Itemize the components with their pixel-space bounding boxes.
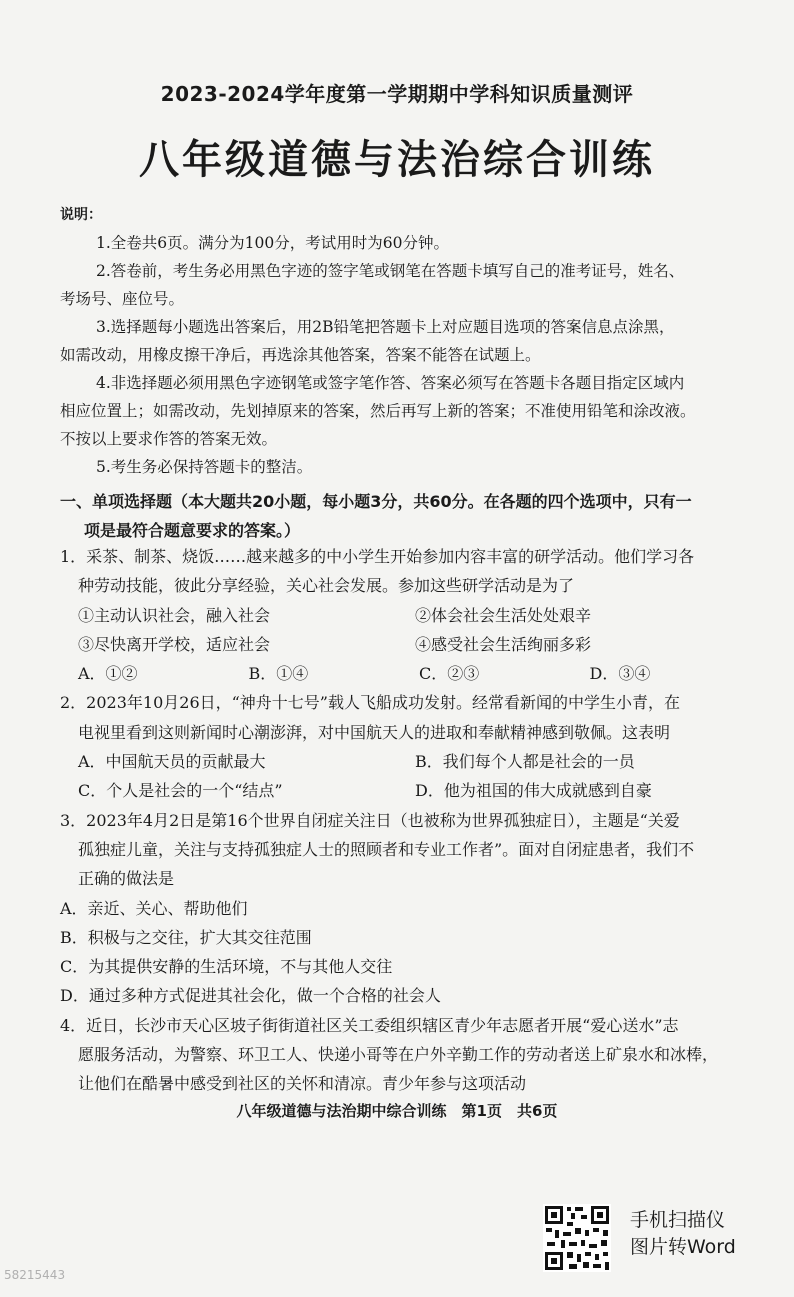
question-stem-line: 愿服务活动，为警察、环卫工人、快递小哥等在户外辛勤工作的劳动者送上矿泉水和冰棒， <box>78 1045 719 1065</box>
statement: ③尽快离开学校，适应社会 <box>78 634 271 654</box>
instruction-line: 1.全卷共6页。满分为100分，考试用时为60分钟。 <box>96 234 449 252</box>
question-3 <box>60 806 760 894</box>
question-stem-line: 4．近日，长沙市天心区坡子街街道社区关工委组织辖区青少年志愿者开展“爱心送水”志 <box>60 1015 679 1035</box>
question-2 <box>60 688 760 747</box>
question-stem-line: 种劳动技能，彼此分享经验，关心社会发展。参加这些研学活动是为了 <box>78 576 575 596</box>
option-c: C．为其提供安静的生活环境，不与其他人交往 <box>60 957 393 977</box>
instruction-line: 3.选择题每小题选出答案后，用2B铅笔把答题卡上对应题目选项的答案信息点涂黑， <box>96 318 675 336</box>
instructions <box>60 201 760 481</box>
document-code: 58215443 <box>4 1268 66 1282</box>
question-stem-line: 1．采茶、制茶、烧饭……越来越多的中小学生开始参加内容丰富的研学活动。他们学习各 <box>60 547 695 566</box>
statement: ④感受社会生活绚丽多彩 <box>415 634 592 654</box>
question-stem-line: 3．2023年4月2日是第16个世界自闭症关注日（也被称为世界孤独症日），主题是“关爱 <box>60 810 680 830</box>
question-stem-line: 孤独症儿童，关注与支持孤独症人士的照顾者和专业工作者”。面对自闭症患者，我们不 <box>78 839 695 859</box>
option-a: A．中国航天员的贡献最大 <box>78 752 266 772</box>
option-b: B．①④ <box>248 664 309 684</box>
instruction-line: 如需改动，用橡皮擦干净后，再选涂其他答案，答案不能答在试题上。 <box>60 346 541 364</box>
option-row <box>78 747 760 776</box>
instructions-heading: 说明： <box>60 207 102 223</box>
option-d: D．通过多种方式促进其社会化，做一个合格的社会人 <box>60 986 441 1006</box>
option-a: A．亲近、关心、帮助他们 <box>60 898 248 918</box>
section-heading-line: 项是最符合题意要求的答案。） <box>84 521 301 540</box>
instruction-line: 5.考生务必保持答题卡的整洁。 <box>96 458 313 476</box>
section-heading-line: 一、单项选择题（本大题共20小题，每小题3分，共60分。在各题的四个选项中，只有一 <box>60 492 692 511</box>
question-stem-line: 2．2023年10月26日，“神舟十七号”载人飞船成功发射。经常看新闻的中学生小青，在 <box>60 693 680 713</box>
exam-title: 八年级道德与法治综合训练 <box>139 137 655 183</box>
question-4 <box>60 1011 760 1099</box>
instruction-line: 不按以上要求作答的答案无效。 <box>60 430 278 448</box>
question-stem-line: 让他们在酷暑中感受到社区的关怀和清凉。青少年参与这项活动 <box>78 1074 527 1094</box>
statement: ①主动认识社会，融入社会 <box>78 605 271 625</box>
statement: ②体会社会生活处处艰辛 <box>415 605 592 625</box>
instruction-line: 相应位置上；如需改动，先划掉原来的答案，然后再写上新的答案；不准使用铅笔和涂改液。 <box>60 402 696 420</box>
question-1 <box>60 542 760 601</box>
statement-row <box>78 601 760 630</box>
scanner-watermark <box>630 1207 780 1261</box>
page-footer: 八年级道德与法治期中综合训练 第1页 共6页 <box>236 1102 558 1120</box>
questions <box>60 542 760 1099</box>
scanner-line: 手机扫描仪 <box>630 1209 726 1231</box>
instruction-line: 考场号、座位号。 <box>60 290 185 308</box>
exam-subtitle: 2023-2024学年度第一学期期中学科知识质量测评 <box>160 82 634 106</box>
instruction-line: 4.非选择题必须用黑色字迹钢笔或签字笔作答、答案必须写在答题卡各题目指定区域内 <box>96 374 685 392</box>
option-row <box>78 659 760 688</box>
option-b: B．积极与之交往，扩大其交往范围 <box>60 927 312 947</box>
option-a: A．①② <box>78 664 138 684</box>
option-b: B．我们每个人都是社会的一员 <box>415 752 635 772</box>
question-stem-line: 正确的做法是 <box>78 869 175 889</box>
option-c: C．个人是社会的一个“结点” <box>78 781 283 801</box>
scanner-line: 图片转Word <box>630 1236 736 1258</box>
option-row <box>78 776 760 805</box>
statement-row <box>78 630 760 659</box>
question-stem-line: 电视里看到这则新闻时心潮澎湃，对中国航天人的进取和奉献精神感到敬佩。这表明 <box>78 722 671 742</box>
qr-code-icon <box>543 1204 611 1272</box>
section-heading <box>60 487 765 545</box>
option-d: D．③④ <box>589 664 651 684</box>
option-c: C．②③ <box>419 664 480 684</box>
option-d: D．他为祖国的伟大成就感到自豪 <box>415 781 652 801</box>
instruction-line: 2.答卷前，考生务必用黑色字迹的签字笔或钢笔在答题卡填写自己的准考证号，姓名、 <box>96 262 685 280</box>
